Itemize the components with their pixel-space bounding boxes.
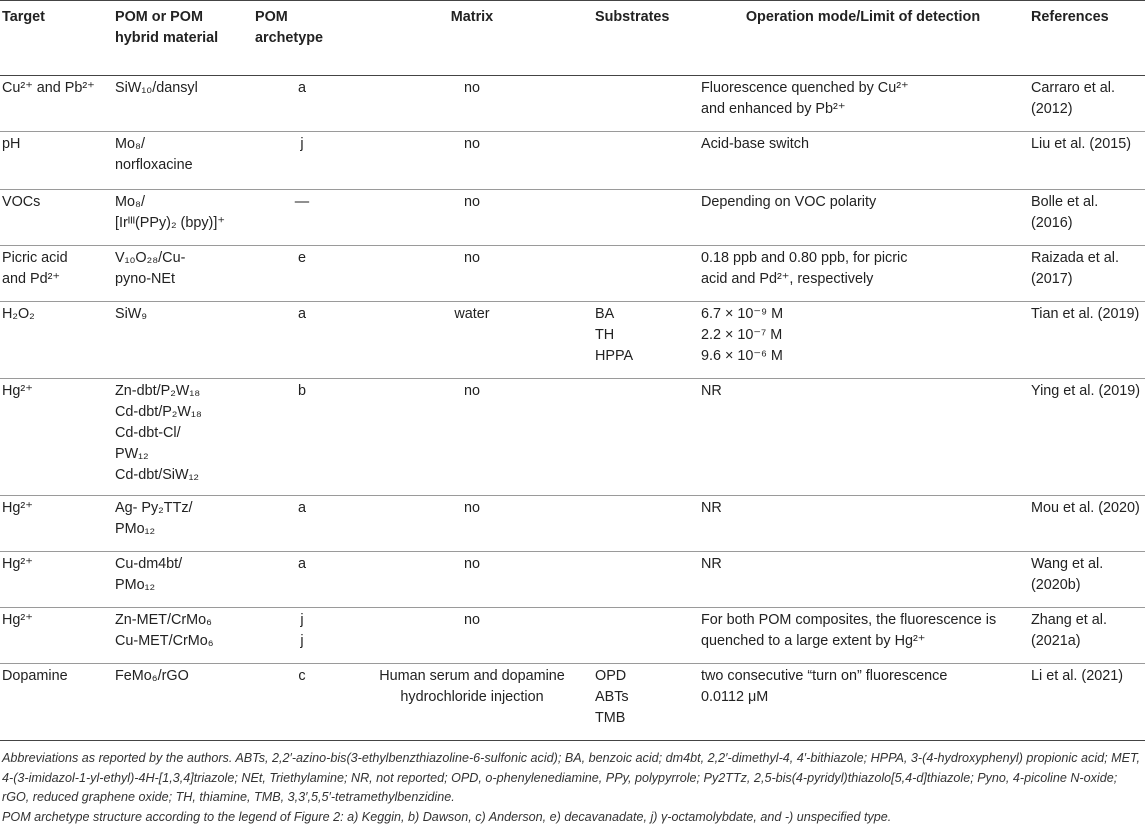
cell-references-line: (2021a): [1031, 631, 1141, 652]
header-row: [0, 1, 1145, 76]
cell-pom-material-line: Cd-dbt/SiW₁₂: [115, 465, 249, 486]
cell-target: [0, 190, 113, 246]
cell-substrates-line: ABTs: [595, 687, 695, 708]
cell-substrates-line: TH: [595, 325, 695, 346]
cell-operation-line: 9.6 × 10⁻⁶ M: [701, 346, 1025, 367]
cell-archetype: [253, 496, 353, 552]
cell-operation: [699, 608, 1029, 664]
cell-substrates-line: OPD: [595, 666, 695, 687]
cell-target-line: Picric acid: [2, 248, 109, 269]
cell-references: [1029, 246, 1145, 302]
cell-pom-material-line: pyno-NEt: [115, 269, 249, 290]
cell-references: [1029, 496, 1145, 552]
cell-references-line: (2016): [1031, 213, 1141, 234]
cell-operation-line: For both POM composites, the fluorescence is: [701, 610, 1025, 631]
cell-references: [1029, 608, 1145, 664]
cell-pom-material-line: SiW₉: [115, 304, 249, 325]
cell-pom-material-line: Ag- Py₂TTz/: [115, 498, 249, 519]
table-row: [0, 132, 1145, 190]
cell-references-line: Liu et al. (2015): [1031, 134, 1141, 155]
cell-references-line: (2020b): [1031, 575, 1141, 596]
cell-pom-material-line: Zn-MET/CrMo₆: [115, 610, 249, 631]
cell-operation-line: 6.7 × 10⁻⁹ M: [701, 304, 1025, 325]
cell-matrix-line: water: [355, 304, 589, 325]
cell-operation: [699, 302, 1029, 379]
cell-target-line: Hg²⁺: [2, 498, 109, 519]
cell-references: [1029, 664, 1145, 741]
cell-pom-material: [113, 664, 253, 741]
cell-operation: [699, 552, 1029, 608]
cell-matrix-line: hydrochloride injection: [355, 687, 589, 708]
cell-references-line: Tian et al. (2019): [1031, 304, 1141, 325]
cell-references-line: Li et al. (2021): [1031, 666, 1141, 687]
table-row: [0, 76, 1145, 132]
cell-archetype: [253, 608, 353, 664]
cell-references: [1029, 379, 1145, 496]
cell-pom-material-line: PMo₁₂: [115, 575, 249, 596]
table-row: [0, 496, 1145, 552]
cell-pom-material: [113, 132, 253, 190]
cell-matrix-line: no: [355, 134, 589, 155]
cell-archetype: [253, 246, 353, 302]
cell-pom-material-line: Cu-dm4bt/: [115, 554, 249, 575]
cell-target-line: Hg²⁺: [2, 381, 109, 402]
cell-archetype-line: b: [255, 381, 349, 402]
header-target: Target: [0, 1, 113, 76]
cell-operation: [699, 132, 1029, 190]
cell-references-line: Mou et al. (2020): [1031, 498, 1141, 519]
cell-references: [1029, 76, 1145, 132]
abbreviations-note: Abbreviations as reported by the authors. ABTs, 2,2′-azino-bis(3-ethylbenzthiazoline-6-sulfonic acid); BA, benzoic acid; dm4bt, 2,2′-dimethyl-4, 4′-bithiazole; HPPA, 3-(4-hydroxyphenyl) propionic acid; MET, 4-(3-imidazol-1-yl-ethyl)-4H-[1,3,4]triazole; NEt, Triethylamine; NR, not reported; OPD, o-phenylenediamine, PPy, polypyrrole; Py2TTz, 2,5-bis(4-pyridyl)thiazolo[5,4-d]thiazole; Pyno, 4-picoline N-oxide; rGO, reduced graphene oxide; TH, thiamine, TMB, 3,3′,5,5′-tetramethylbenzidine.: [2, 749, 1143, 808]
cell-archetype: [253, 379, 353, 496]
cell-matrix: [353, 552, 593, 608]
cell-operation-line: 0.18 ppb and 0.80 ppb, for picric: [701, 248, 1025, 269]
cell-pom-material: [113, 76, 253, 132]
cell-target-line: VOCs: [2, 192, 109, 213]
cell-substrates: [593, 132, 699, 190]
cell-archetype-line: a: [255, 304, 349, 325]
archetype-note: POM archetype structure according to the legend of Figure 2: a) Keggin, b) Dawson, c) Anderson, e) decavanadate, j) γ-octamolybdate, and -) unspecified type.: [2, 808, 1143, 827]
cell-pom-material-line: norfloxacine: [115, 155, 249, 176]
cell-matrix: [353, 190, 593, 246]
cell-references-line: Wang et al.: [1031, 554, 1141, 575]
cell-operation-line: quenched to a large extent by Hg²⁺: [701, 631, 1025, 652]
cell-target: [0, 664, 113, 741]
cell-target: [0, 246, 113, 302]
cell-pom-material: [113, 496, 253, 552]
cell-target: [0, 496, 113, 552]
cell-matrix-line: no: [355, 192, 589, 213]
cell-pom-material-line: Mo₈/: [115, 134, 249, 155]
cell-matrix-line: no: [355, 554, 589, 575]
cell-archetype-line: a: [255, 554, 349, 575]
cell-archetype-line: j: [255, 134, 349, 155]
cell-operation: [699, 246, 1029, 302]
cell-operation-line: NR: [701, 498, 1025, 519]
header-pom-material: POM or POM hybrid material: [113, 1, 253, 76]
cell-references-line: (2012): [1031, 99, 1141, 120]
cell-archetype-line: c: [255, 666, 349, 687]
table-row: [0, 379, 1145, 496]
cell-pom-material-line: SiW₁₀/dansyl: [115, 78, 249, 99]
cell-matrix: [353, 76, 593, 132]
cell-archetype: [253, 76, 353, 132]
cell-operation-line: Acid-base switch: [701, 134, 1025, 155]
cell-pom-material-line: Cu-MET/CrMo₆: [115, 631, 249, 652]
cell-operation-line: NR: [701, 381, 1025, 402]
cell-substrates: [593, 608, 699, 664]
cell-operation-line: 0.0112 μM: [701, 687, 1025, 708]
cell-pom-material-line: Mo₈/: [115, 192, 249, 213]
header-matrix: Matrix: [353, 1, 593, 76]
cell-operation-line: acid and Pd²⁺, respectively: [701, 269, 1025, 290]
header-archetype: POM archetype: [253, 1, 353, 76]
cell-target: [0, 379, 113, 496]
cell-target-line: H₂O₂: [2, 304, 109, 325]
cell-matrix: [353, 132, 593, 190]
cell-substrates: [593, 664, 699, 741]
cell-target: [0, 132, 113, 190]
cell-archetype-line: a: [255, 78, 349, 99]
cell-operation: [699, 76, 1029, 132]
cell-operation-line: Depending on VOC polarity: [701, 192, 1025, 213]
cell-operation: [699, 496, 1029, 552]
cell-references-line: Bolle et al.: [1031, 192, 1141, 213]
cell-references-line: Raizada et al.: [1031, 248, 1141, 269]
cell-archetype: [253, 664, 353, 741]
cell-matrix: [353, 664, 593, 741]
cell-references-line: (2017): [1031, 269, 1141, 290]
cell-operation-line: and enhanced by Pb²⁺: [701, 99, 1025, 120]
cell-references: [1029, 302, 1145, 379]
cell-pom-material-line: PMo₁₂: [115, 519, 249, 540]
cell-pom-material-line: PW₁₂: [115, 444, 249, 465]
cell-references-line: Zhang et al.: [1031, 610, 1141, 631]
cell-pom-material-line: [Irᴵᴵᴵ(PPy)₂ (bpy)]⁺: [115, 213, 249, 234]
cell-substrates: [593, 302, 699, 379]
cell-matrix-line: no: [355, 248, 589, 269]
cell-pom-material-line: Zn-dbt/P₂W₁₈: [115, 381, 249, 402]
cell-matrix-line: no: [355, 381, 589, 402]
cell-target: [0, 76, 113, 132]
cell-substrates: [593, 190, 699, 246]
cell-operation-line: 2.2 × 10⁻⁷ M: [701, 325, 1025, 346]
header-operation: Operation mode/Limit of detection: [699, 1, 1029, 76]
cell-target: [0, 552, 113, 608]
cell-operation-line: Fluorescence quenched by Cu²⁺: [701, 78, 1025, 99]
table-body: [0, 76, 1145, 741]
cell-target-line: Cu²⁺ and Pb²⁺: [2, 78, 109, 99]
cell-pom-material: [113, 552, 253, 608]
cell-pom-material: [113, 190, 253, 246]
cell-references-line: Ying et al. (2019): [1031, 381, 1141, 402]
header-references: References: [1029, 1, 1145, 76]
cell-operation-line: NR: [701, 554, 1025, 575]
cell-substrates-line: TMB: [595, 708, 695, 729]
cell-target-line: Hg²⁺: [2, 554, 109, 575]
cell-references: [1029, 552, 1145, 608]
cell-substrates: [593, 552, 699, 608]
table-row: [0, 664, 1145, 741]
header-substrates: Substrates: [593, 1, 699, 76]
cell-substrates: [593, 379, 699, 496]
cell-matrix-line: no: [355, 610, 589, 631]
table-row: [0, 302, 1145, 379]
cell-target-line: pH: [2, 134, 109, 155]
cell-pom-material-line: Cd-dbt-Cl/: [115, 423, 249, 444]
cell-target-line: Dopamine: [2, 666, 109, 687]
cell-archetype-line: a: [255, 498, 349, 519]
table-row: [0, 608, 1145, 664]
cell-archetype-line: j: [255, 610, 349, 631]
cell-substrates-line: HPPA: [595, 346, 695, 367]
cell-archetype: [253, 190, 353, 246]
table-row: [0, 246, 1145, 302]
cell-archetype: [253, 552, 353, 608]
cell-archetype: [253, 302, 353, 379]
cell-matrix: [353, 246, 593, 302]
cell-target-line: and Pd²⁺: [2, 269, 109, 290]
cell-target-line: Hg²⁺: [2, 610, 109, 631]
cell-operation: [699, 379, 1029, 496]
cell-matrix-line: no: [355, 78, 589, 99]
cell-pom-material-line: Cd-dbt/P₂W₁₈: [115, 402, 249, 423]
cell-target: [0, 608, 113, 664]
cell-matrix: [353, 496, 593, 552]
cell-matrix: [353, 379, 593, 496]
table-row: [0, 552, 1145, 608]
cell-pom-material: [113, 608, 253, 664]
cell-matrix-line: no: [355, 498, 589, 519]
cell-matrix: [353, 608, 593, 664]
cell-pom-material: [113, 246, 253, 302]
cell-archetype-line: e: [255, 248, 349, 269]
cell-matrix-line: Human serum and dopamine: [355, 666, 589, 687]
cell-pom-material-line: V₁₀O₂₈/Cu-: [115, 248, 249, 269]
table-row: [0, 190, 1145, 246]
cell-archetype: [253, 132, 353, 190]
cell-archetype-line: —: [255, 192, 349, 213]
cell-matrix: [353, 302, 593, 379]
cell-substrates: [593, 246, 699, 302]
cell-operation-line: two consecutive “turn on” fluorescence: [701, 666, 1025, 687]
cell-operation: [699, 664, 1029, 741]
cell-references: [1029, 190, 1145, 246]
cell-substrates-line: BA: [595, 304, 695, 325]
cell-substrates: [593, 76, 699, 132]
cell-substrates: [593, 496, 699, 552]
cell-references: [1029, 132, 1145, 190]
cell-pom-material: [113, 379, 253, 496]
cell-operation: [699, 190, 1029, 246]
cell-pom-material: [113, 302, 253, 379]
cell-pom-material-line: FeMo₆/rGO: [115, 666, 249, 687]
cell-archetype-line: j: [255, 631, 349, 652]
cell-target: [0, 302, 113, 379]
cell-references-line: Carraro et al.: [1031, 78, 1141, 99]
table-notes: [0, 741, 1145, 827]
